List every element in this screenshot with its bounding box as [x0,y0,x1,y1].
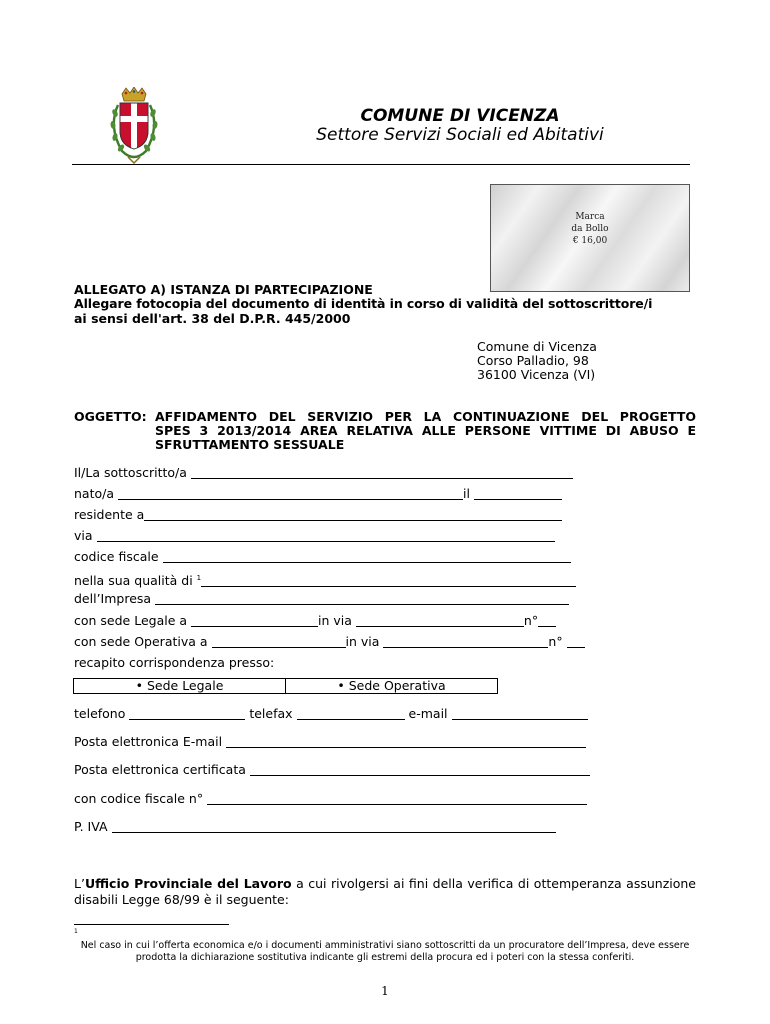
pec-email-label: Posta elettronica E-mail [74,734,223,749]
footnote-text: Nel caso in cui l’offerta economica e/o i documenti amministrativi siano sottoscritti da un procuratore dell’Impresa, deve essere prodotta la dichiarazione sostitutiva indicante gli estremi della procura ed i poteri con la stessa conferiti. [80,940,690,963]
allegato-instruction: Allegare fotocopia del documento di identità in corso di validità del sottoscrittore/i [74,296,653,311]
sede-legale-option[interactable]: • Sede Legale [74,679,286,693]
il-label: il [463,486,470,501]
sede-operativa-city-input[interactable] [212,634,346,648]
residente-label: residente a [74,507,145,522]
sede-legale-city-input[interactable] [191,613,318,627]
header-title: COMUNE DI VICENZA [360,106,560,126]
address-line-2: Corso Palladio, 98 [477,353,589,368]
sede-choice-table [73,678,498,694]
recapito-label: recapito corrispondenza presso: [74,655,275,670]
telefono-label: telefono [74,706,126,721]
city-crest-logo [108,87,160,165]
nato-label: nato/a [74,486,115,501]
sede-legale-label: con sede Legale a [74,613,188,628]
page-number: 1 [381,984,389,998]
ufficio-prefix: L’ [74,876,85,891]
stamp-line-3: € 16,00 [572,236,608,246]
allegato-title: ALLEGATO A) ISTANZA DI PARTECIPAZIONE [74,282,373,297]
codice-fiscale-row [74,548,571,566]
sede-legale-option-label: Sede Legale [146,678,224,693]
qualita-label: nella sua qualità di [74,573,193,589]
via-label: via [74,528,93,543]
sede-operativa-row [74,633,585,651]
sede-legale-row [74,612,556,630]
residente-row [74,506,562,524]
allegato-reference: ai sensi dell'art. 38 del D.P.R. 445/2000 [74,311,351,326]
sede-legale-in-via-label: in via [318,613,352,628]
email-input[interactable] [452,706,588,720]
sede-operativa-option-label: Sede Operativa [348,678,446,693]
sede-operativa-in-via-label: in via [345,634,380,649]
codice-fiscale-label: codice fiscale [74,549,159,564]
cf-n-row [74,790,587,808]
header-divider [72,164,690,165]
impresa-row [74,590,569,608]
cf-n-label: con codice fiscale n° [74,791,204,806]
sede-legale-via-input[interactable] [356,613,524,627]
sede-operativa-via-input[interactable] [383,634,548,648]
footnote-divider [74,924,229,925]
piva-label: P. IVA [74,819,108,834]
footnote-mark: 1 [74,928,78,935]
qualita-input[interactable] [201,573,576,587]
stamp-line-1: Marca [575,212,605,222]
sottoscritto-row [74,464,573,482]
email-label: e-mail [408,706,448,721]
pec-cert-row [74,761,590,779]
qualita-row [74,569,576,587]
via-input[interactable] [97,528,555,542]
ufficio-bold: Ufficio Provinciale del Lavoro [84,876,292,891]
oggetto-line-2: SPES 3 2013/2014 AREA RELATIVA ALLE PERSONE VITTIME DI ABUSO E [155,423,696,438]
oggetto-line-1: AFFIDAMENTO DEL SERVIZIO PER LA CONTINUAZIONE DEL PROGETTO [155,409,696,424]
pec-email-row [74,733,586,751]
pec-cert-input[interactable] [250,762,590,776]
telefax-input[interactable] [297,706,405,720]
codice-fiscale-input[interactable] [163,549,571,563]
piva-row [74,818,556,836]
stamp-line-2: da Bollo [571,224,609,234]
sede-operativa-label: con sede Operativa a [74,634,208,649]
nato-row [74,485,562,503]
nato-input[interactable] [118,486,463,500]
sede-operativa-option[interactable]: • Sede Operativa [337,678,446,693]
sede-operativa-numero-input[interactable] [567,634,585,648]
telefono-input[interactable] [129,706,245,720]
telefono-row [74,705,588,723]
sede-operativa-numero-label: n° [548,634,563,649]
impresa-input[interactable] [155,591,569,605]
telefax-label: telefax [249,706,293,721]
sede-legale-numero-input[interactable] [538,613,556,627]
revenue-stamp-box [490,184,690,292]
residente-input[interactable] [144,507,562,521]
pec-cert-label: Posta elettronica certificata [74,762,246,777]
ufficio-paragraph [74,876,696,908]
header-subtitle: Settore Servizi Sociali ed Abitativi [316,125,604,145]
impresa-label: dell’Impresa [74,591,152,606]
pec-email-input[interactable] [226,734,586,748]
via-row [74,527,555,545]
piva-input[interactable] [112,819,556,833]
ufficio-rest: a cui rivolgersi ai fini della verifica di ottemperanza assunzione disabili Legge 68/99 è il seguente: [74,876,696,907]
oggetto-line-3: SFRUTTAMENTO SESSUALE [155,437,345,452]
birthdate-input[interactable] [474,486,562,500]
address-line-3: 36100 Vicenza (VI) [477,367,596,382]
cf-n-input[interactable] [207,791,587,805]
address-line-1: Comune di Vicenza [477,339,597,354]
footnote-ref: 1 [196,574,202,582]
oggetto-label: OGGETTO: [74,409,147,424]
sottoscritto-label: Il/La sottoscritto/a [74,465,187,480]
sede-legale-numero-label: n° [523,613,539,628]
sottoscritto-input[interactable] [191,465,573,479]
